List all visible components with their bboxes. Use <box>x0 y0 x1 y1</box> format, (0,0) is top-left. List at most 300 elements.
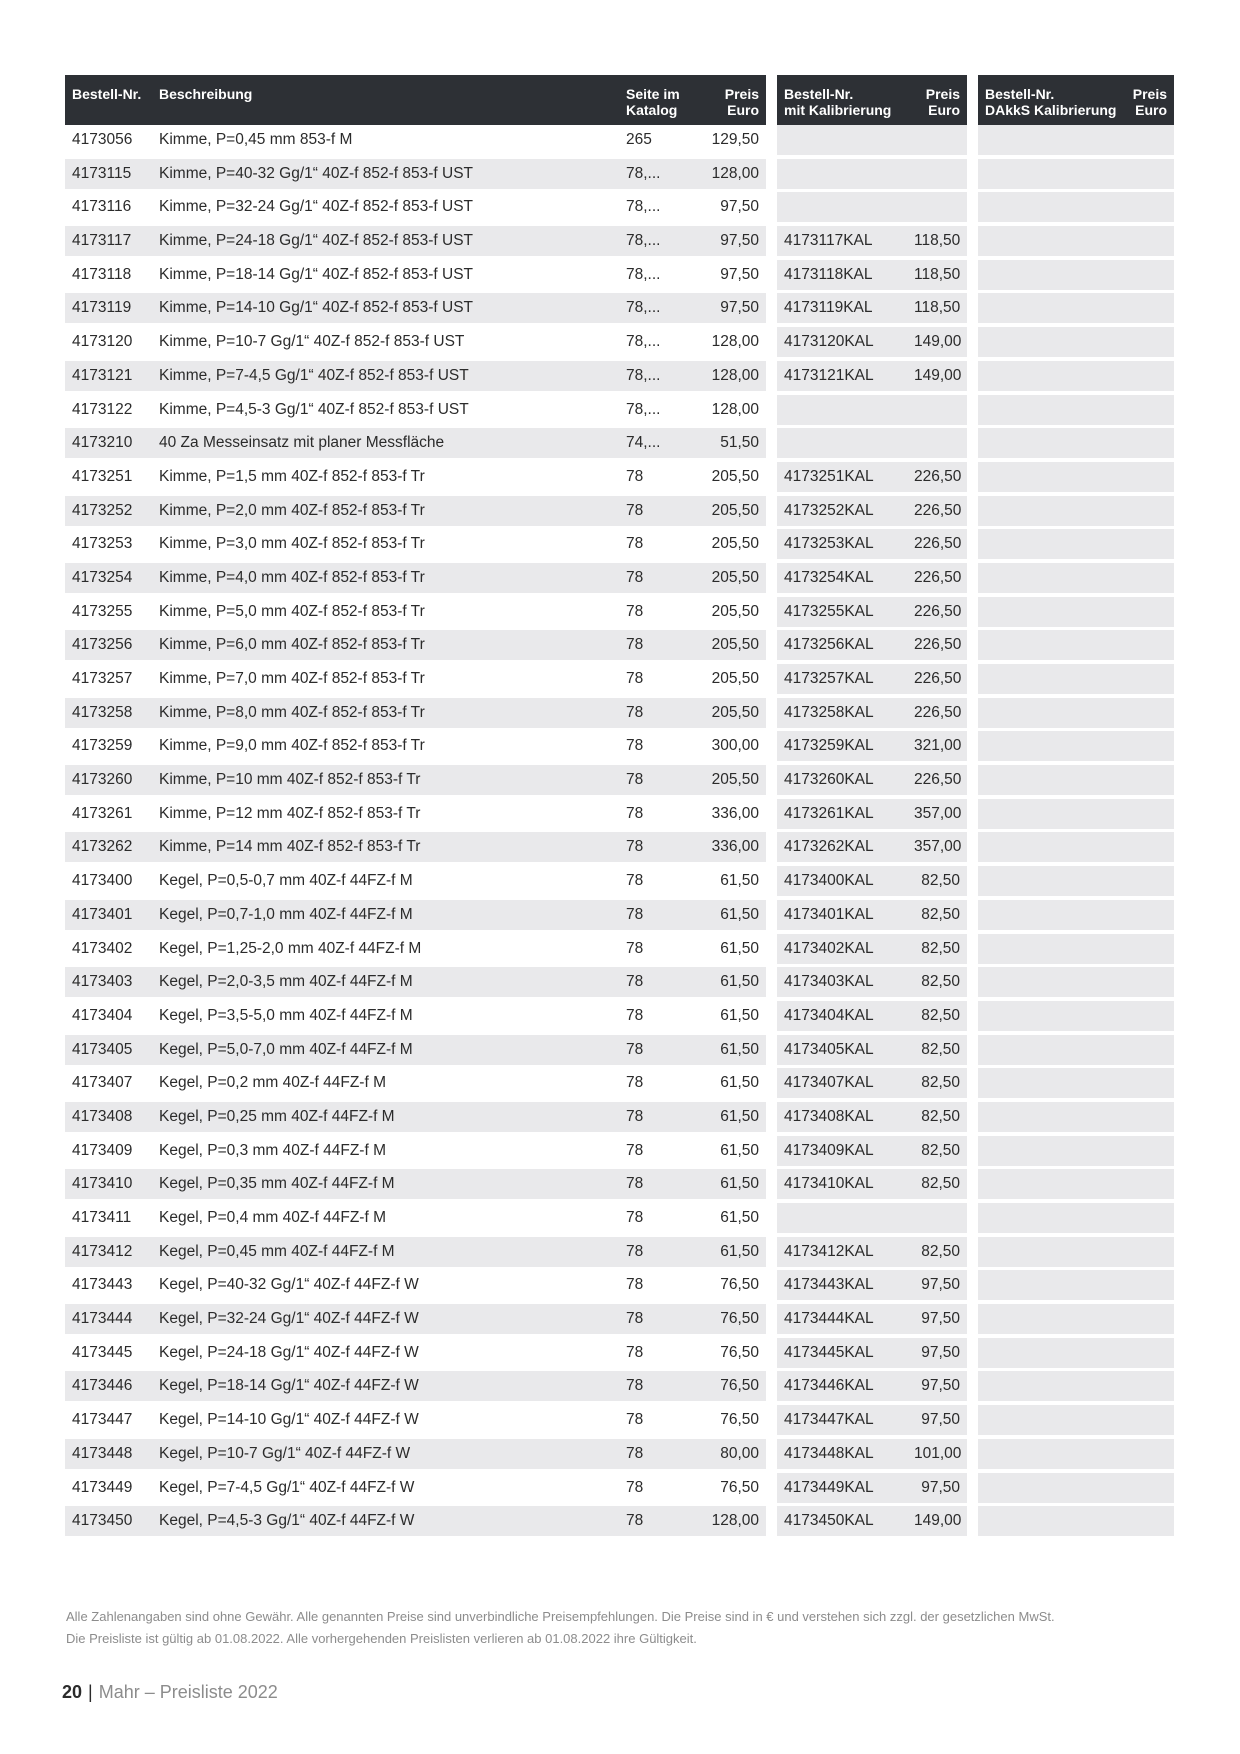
table-row <box>65 125 766 155</box>
dakks-table-header <box>978 75 1174 125</box>
table-row <box>978 1473 1174 1503</box>
table-row <box>978 1371 1174 1401</box>
calibration-price: 82,50 <box>921 1175 960 1193</box>
table-row <box>777 395 967 425</box>
price: 97,50 <box>720 299 759 317</box>
calibration-price: 226,50 <box>914 602 962 620</box>
catalog-page: 78 <box>626 1242 644 1260</box>
table-row <box>777 1304 967 1334</box>
order-number: 4173445 <box>72 1343 133 1361</box>
price: 128,00 <box>711 366 759 384</box>
price: 205,50 <box>711 670 759 687</box>
calibration-order-number: 4173257KAL <box>784 670 874 687</box>
description: Kegel, P=18-14 Gg/1“ 40Z-f 44FZ-f W <box>159 1377 419 1395</box>
description: Kegel, P=32-24 Gg/1“ 40Z-f 44FZ-f W <box>159 1310 419 1328</box>
description: Kimme, P=9,0 mm 40Z-f 852-f 853-f Tr <box>159 737 425 755</box>
calibration-price: 149,00 <box>914 333 962 351</box>
calibration-order-number: 4173408KAL <box>784 1107 874 1125</box>
calibration-order-number: 4173409KAL <box>784 1141 874 1159</box>
order-number: 4173252 <box>72 501 133 519</box>
table-row <box>978 428 1174 458</box>
description: Kegel, P=0,25 mm 40Z-f 44FZ-f M <box>159 1107 395 1125</box>
catalog-page: 78 <box>626 636 644 654</box>
price: 205,50 <box>711 535 759 553</box>
order-number: 4173260 <box>72 771 133 789</box>
order-number: 4173116 <box>72 198 132 216</box>
catalog-page: 78,... <box>626 366 661 384</box>
catalog-page: 78 <box>626 535 644 553</box>
order-number: 4173210 <box>72 434 133 452</box>
calibration-order-number: 4173404KAL <box>784 1006 874 1024</box>
calibration-price: 82,50 <box>921 939 960 957</box>
order-number: 4173121 <box>72 366 133 384</box>
price: 51,50 <box>720 434 759 452</box>
header-kal-preis: Preis Euro <box>925 86 960 118</box>
catalog-page: 78,... <box>626 333 661 351</box>
calibration-order-number: 4173117KAL <box>784 232 873 250</box>
catalog-page: 78 <box>626 501 644 519</box>
catalog-page: 78 <box>626 1276 644 1294</box>
price: 61,50 <box>720 905 759 923</box>
table-row <box>65 529 766 559</box>
dakks-table-body <box>978 125 1174 1536</box>
table-row <box>777 630 967 660</box>
table-row <box>777 563 967 593</box>
kalibrierung-table <box>777 75 967 1536</box>
catalog-page: 78,... <box>626 400 661 418</box>
table-row <box>978 698 1174 728</box>
catalog-page: 78 <box>626 1006 644 1024</box>
table-row <box>65 866 766 896</box>
table-row <box>978 731 1174 761</box>
calibration-order-number: 4173401KAL <box>784 905 874 923</box>
catalog-page: 78 <box>626 771 644 789</box>
calibration-order-number: 4173261KAL <box>784 804 874 822</box>
table-row <box>65 967 766 997</box>
calibration-price: 82,50 <box>921 872 960 890</box>
price: 80,00 <box>720 1444 759 1462</box>
order-number: 4173449 <box>72 1478 133 1496</box>
table-row <box>978 1237 1174 1267</box>
table-row <box>65 192 766 222</box>
price: 61,50 <box>720 973 759 991</box>
price: 128,00 <box>711 1512 759 1530</box>
header-bestell-nr: Bestell-Nr. <box>72 86 142 102</box>
description: Kegel, P=5,0-7,0 mm 40Z-f 44FZ-f M <box>159 1040 413 1058</box>
calibration-order-number: 4173262KAL <box>784 838 874 856</box>
order-number: 4173122 <box>72 400 133 418</box>
description: Kegel, P=3,5-5,0 mm 40Z-f 44FZ-f M <box>159 1006 413 1024</box>
table-row <box>65 597 766 627</box>
catalog-page: 78,... <box>626 198 661 216</box>
order-number: 4173251 <box>72 467 133 485</box>
price: 76,50 <box>720 1411 759 1429</box>
order-number: 4173253 <box>72 535 133 553</box>
table-row <box>777 900 967 930</box>
table-row <box>777 1068 967 1098</box>
table-row <box>777 1270 967 1300</box>
price: 61,50 <box>720 939 759 957</box>
description: Kimme, P=40-32 Gg/1“ 40Z-f 852-f 853-f UST <box>159 164 474 182</box>
description: Kimme, P=14-10 Gg/1“ 40Z-f 852-f 853-f UST <box>159 299 474 317</box>
calibration-order-number: 4173450KAL <box>784 1512 874 1530</box>
description: Kimme, P=10 mm 40Z-f 852-f 853-f Tr <box>159 771 421 789</box>
dakks-table <box>978 75 1174 1536</box>
table-row <box>777 226 967 256</box>
calibration-price: 226,50 <box>914 568 962 586</box>
description: Kimme, P=6,0 mm 40Z-f 852-f 853-f Tr <box>159 636 425 654</box>
catalog-page: 78 <box>626 872 644 890</box>
document-title: Mahr – Preisliste 2022 <box>98 1682 278 1702</box>
order-number: 4173450 <box>72 1512 133 1530</box>
description: Kimme, P=18-14 Gg/1“ 40Z-f 852-f 853-f UST <box>159 265 474 283</box>
calibration-price: 226,50 <box>914 535 962 553</box>
table-row <box>65 1371 766 1401</box>
price: 61,50 <box>720 1040 759 1058</box>
table-row <box>65 1169 766 1199</box>
table-row <box>65 698 766 728</box>
order-number: 4173402 <box>72 939 133 957</box>
table-row <box>978 967 1174 997</box>
description: Kegel, P=40-32 Gg/1“ 40Z-f 44FZ-f W <box>159 1276 419 1294</box>
catalog-page: 78 <box>626 1107 644 1125</box>
table-row <box>978 1035 1174 1065</box>
description: Kegel, P=0,45 mm 40Z-f 44FZ-f M <box>159 1242 395 1260</box>
table-row <box>978 866 1174 896</box>
order-number: 4173448 <box>72 1444 133 1462</box>
catalog-page: 78 <box>626 467 644 485</box>
calibration-order-number: 4173254KAL <box>784 568 874 586</box>
table-row <box>777 1169 967 1199</box>
header-dakks-nr: Bestell-Nr. DAkkS Kalibrierung <box>985 86 1117 118</box>
catalog-page: 78 <box>626 602 644 620</box>
catalog-page: 78 <box>626 1074 644 1092</box>
calibration-order-number: 4173120KAL <box>784 333 874 351</box>
description: 40 Za Messeinsatz mit planer Messfläche <box>159 434 445 452</box>
order-number: 4173400 <box>72 872 133 890</box>
calibration-price: 226,50 <box>914 501 962 519</box>
price: 205,50 <box>711 467 759 485</box>
table-row <box>777 1203 967 1233</box>
main-price-table <box>65 75 766 1536</box>
table-row <box>777 799 967 829</box>
table-row <box>65 563 766 593</box>
calibration-order-number: 4173253KAL <box>784 535 874 553</box>
order-number: 4173401 <box>72 905 133 923</box>
table-row <box>777 125 967 155</box>
table-row <box>777 361 967 391</box>
price: 61,50 <box>720 872 759 890</box>
catalog-page: 265 <box>626 131 652 148</box>
calibration-price: 82,50 <box>921 1141 960 1159</box>
order-number: 4173447 <box>72 1411 133 1429</box>
catalog-page: 78 <box>626 905 644 923</box>
page-footer <box>62 1682 278 1703</box>
calibration-order-number: 4173412KAL <box>784 1242 874 1260</box>
table-row <box>777 496 967 526</box>
catalog-page: 78 <box>626 1377 644 1395</box>
footnote-line: Die Preisliste ist gültig ab 01.08.2022. Alle vorhergehenden Preislisten verlieren ab 01.08.2022 ihre Gültigkeit. <box>66 1631 697 1646</box>
description: Kimme, P=3,0 mm 40Z-f 852-f 853-f Tr <box>159 535 425 553</box>
table-row <box>978 664 1174 694</box>
table-row <box>978 361 1174 391</box>
price: 205,50 <box>711 602 759 620</box>
table-row <box>978 1270 1174 1300</box>
table-row <box>65 293 766 323</box>
table-row <box>978 1001 1174 1031</box>
calibration-price: 97,50 <box>921 1411 960 1429</box>
table-row <box>65 260 766 290</box>
table-row <box>978 597 1174 627</box>
table-row <box>777 597 967 627</box>
table-row <box>777 1506 967 1536</box>
table-row <box>65 1237 766 1267</box>
footnote-line: Alle Zahlenangaben sind ohne Gewähr. Alle genannten Preise sind unverbindliche Preisempfehlungen. Die Preise sind in € und verstehen sich zzgl. der gesetzlichen MwSt. <box>66 1609 1055 1624</box>
catalog-page: 74,... <box>626 434 661 452</box>
table-row <box>978 496 1174 526</box>
order-number: 4173443 <box>72 1276 133 1294</box>
order-number: 4173262 <box>72 838 133 856</box>
catalog-page: 78 <box>626 973 644 991</box>
price: 76,50 <box>720 1478 759 1496</box>
header-preis: Preis Euro <box>724 86 759 118</box>
calibration-order-number: 4173446KAL <box>784 1377 874 1395</box>
description: Kegel, P=0,3 mm 40Z-f 44FZ-f M <box>159 1141 386 1159</box>
table-row <box>777 327 967 357</box>
table-row <box>65 159 766 189</box>
table-row <box>65 1405 766 1435</box>
order-number: 4173056 <box>72 131 133 148</box>
price: 205,50 <box>711 771 759 789</box>
calibration-price: 82,50 <box>921 905 960 923</box>
table-row <box>777 1102 967 1132</box>
catalog-page: 78 <box>626 1175 644 1193</box>
calibration-price: 82,50 <box>921 1074 960 1092</box>
table-row <box>978 1304 1174 1334</box>
main-table-header <box>65 75 766 125</box>
price: 76,50 <box>720 1310 759 1328</box>
calibration-price: 226,50 <box>914 636 962 654</box>
price: 61,50 <box>720 1006 759 1024</box>
header-beschreibung: Beschreibung <box>159 86 253 102</box>
catalog-page: 78 <box>626 737 644 755</box>
calibration-order-number: 4173410KAL <box>784 1175 874 1193</box>
table-row <box>65 1473 766 1503</box>
catalog-page: 78 <box>626 804 644 822</box>
page-separator: | <box>88 1682 93 1702</box>
table-row <box>65 226 766 256</box>
page-number: 20 <box>62 1682 83 1702</box>
order-number: 4173259 <box>72 737 133 755</box>
table-row <box>65 1035 766 1065</box>
catalog-page: 78 <box>626 1444 644 1462</box>
description: Kegel, P=4,5-3 Gg/1“ 40Z-f 44FZ-f W <box>159 1512 415 1530</box>
table-row <box>978 395 1174 425</box>
price: 61,50 <box>720 1209 759 1226</box>
calibration-price: 97,50 <box>921 1343 960 1361</box>
calibration-price: 226,50 <box>914 670 962 687</box>
calibration-order-number: 4173256KAL <box>784 636 874 654</box>
calibration-price: 97,50 <box>921 1276 960 1294</box>
kalibrierung-table-body <box>777 125 967 1536</box>
table-row <box>978 1439 1174 1469</box>
calibration-order-number: 4173251KAL <box>784 467 874 485</box>
table-row <box>65 731 766 761</box>
catalog-page: 78 <box>626 703 644 721</box>
order-number: 4173119 <box>72 299 132 317</box>
calibration-price: 226,50 <box>914 771 962 789</box>
price: 336,00 <box>711 804 759 822</box>
price: 300,00 <box>711 737 759 755</box>
order-number: 4173410 <box>72 1175 133 1193</box>
order-number: 4173254 <box>72 568 133 586</box>
catalog-page: 78 <box>626 1343 644 1361</box>
table-row <box>65 934 766 964</box>
price: 97,50 <box>720 265 759 283</box>
table-row <box>65 1270 766 1300</box>
calibration-order-number: 4173405KAL <box>784 1040 874 1058</box>
table-row <box>65 799 766 829</box>
catalog-page: 78 <box>626 1141 644 1159</box>
table-row <box>777 1035 967 1065</box>
order-number: 4173444 <box>72 1310 133 1328</box>
catalog-page: 78 <box>626 1040 644 1058</box>
catalog-page: 78,... <box>626 265 661 283</box>
description: Kimme, P=0,45 mm 853-f M <box>159 131 353 148</box>
price: 76,50 <box>720 1276 759 1294</box>
description: Kimme, P=8,0 mm 40Z-f 852-f 853-f Tr <box>159 703 425 721</box>
table-row <box>978 1102 1174 1132</box>
calibration-price: 118,50 <box>914 232 961 250</box>
table-row <box>777 1473 967 1503</box>
description: Kegel, P=0,4 mm 40Z-f 44FZ-f M <box>159 1209 386 1226</box>
table-row <box>65 361 766 391</box>
catalog-page: 78 <box>626 1478 644 1496</box>
price: 76,50 <box>720 1377 759 1395</box>
order-number: 4173404 <box>72 1006 133 1024</box>
table-row <box>65 1068 766 1098</box>
table-row <box>777 1371 967 1401</box>
description: Kegel, P=0,5-0,7 mm 40Z-f 44FZ-f M <box>159 872 413 890</box>
table-row <box>978 327 1174 357</box>
header-dakks-preis: Preis Euro <box>1132 86 1167 118</box>
order-number: 4173255 <box>72 602 133 620</box>
table-row <box>777 731 967 761</box>
order-number: 4173120 <box>72 333 133 351</box>
description: Kimme, P=4,0 mm 40Z-f 852-f 853-f Tr <box>159 568 425 586</box>
table-row <box>978 293 1174 323</box>
calibration-price: 97,50 <box>921 1377 960 1395</box>
table-row <box>978 192 1174 222</box>
catalog-page: 78 <box>626 838 644 856</box>
price-tables <box>65 75 1174 1536</box>
catalog-page: 78 <box>626 670 644 687</box>
calibration-order-number: 4173407KAL <box>784 1074 874 1092</box>
table-row <box>978 1203 1174 1233</box>
calibration-price: 226,50 <box>914 703 962 721</box>
calibration-order-number: 4173448KAL <box>784 1444 874 1462</box>
calibration-price: 226,50 <box>914 467 962 485</box>
order-number: 4173115 <box>72 164 132 182</box>
order-number: 4173407 <box>72 1074 133 1092</box>
calibration-order-number: 4173449KAL <box>784 1478 874 1496</box>
table-row <box>777 1338 967 1368</box>
table-row <box>777 293 967 323</box>
calibration-price: 97,50 <box>921 1478 960 1496</box>
calibration-price: 82,50 <box>921 1242 960 1260</box>
table-row <box>65 900 766 930</box>
price: 205,50 <box>711 636 759 654</box>
table-row <box>978 1506 1174 1536</box>
price: 97,50 <box>720 198 759 216</box>
order-number: 4173411 <box>72 1209 132 1226</box>
description: Kegel, P=1,25-2,0 mm 40Z-f 44FZ-f M <box>159 939 422 957</box>
table-row <box>65 428 766 458</box>
table-row <box>65 1136 766 1166</box>
table-row <box>777 1237 967 1267</box>
table-row <box>978 1068 1174 1098</box>
price: 205,50 <box>711 501 759 519</box>
table-row <box>978 832 1174 862</box>
order-number: 4173258 <box>72 703 133 721</box>
table-row <box>978 529 1174 559</box>
table-row <box>777 260 967 290</box>
table-row <box>777 1439 967 1469</box>
table-row <box>777 866 967 896</box>
catalog-page: 78,... <box>626 299 661 317</box>
table-row <box>65 1506 766 1536</box>
price: 205,50 <box>711 568 759 586</box>
calibration-price: 357,00 <box>914 804 962 822</box>
table-row <box>777 192 967 222</box>
table-row <box>978 159 1174 189</box>
table-row <box>65 832 766 862</box>
main-table-body <box>65 125 766 1536</box>
calibration-order-number: 4173444KAL <box>784 1310 874 1328</box>
calibration-price: 118,50 <box>914 299 961 317</box>
calibration-price: 82,50 <box>921 1040 960 1058</box>
price: 61,50 <box>720 1242 759 1260</box>
catalog-page: 78,... <box>626 164 661 182</box>
table-row <box>65 1439 766 1469</box>
table-row <box>777 664 967 694</box>
catalog-page: 78 <box>626 1411 644 1429</box>
header-kal-nr: Bestell-Nr. mit Kalibrierung <box>784 86 892 118</box>
table-row <box>777 934 967 964</box>
table-row <box>978 765 1174 795</box>
table-row <box>65 395 766 425</box>
description: Kegel, P=14-10 Gg/1“ 40Z-f 44FZ-f W <box>159 1411 419 1429</box>
table-row <box>777 428 967 458</box>
price: 61,50 <box>720 1074 759 1092</box>
table-row <box>978 563 1174 593</box>
calibration-price: 101,00 <box>914 1444 962 1462</box>
order-number: 4173405 <box>72 1040 133 1058</box>
price: 336,00 <box>711 838 759 856</box>
description: Kimme, P=24-18 Gg/1“ 40Z-f 852-f 853-f UST <box>159 232 474 250</box>
table-row <box>777 1001 967 1031</box>
order-number: 4173412 <box>72 1242 133 1260</box>
order-number: 4173118 <box>72 265 132 283</box>
table-row <box>65 765 766 795</box>
table-row <box>978 125 1174 155</box>
description: Kimme, P=7,0 mm 40Z-f 852-f 853-f Tr <box>159 670 425 687</box>
calibration-price: 321,00 <box>914 737 962 755</box>
calibration-order-number: 4173260KAL <box>784 771 874 789</box>
order-number: 4173261 <box>72 804 133 822</box>
calibration-order-number: 4173118KAL <box>784 265 873 283</box>
description: Kegel, P=10-7 Gg/1“ 40Z-f 44FZ-f W <box>159 1444 411 1462</box>
